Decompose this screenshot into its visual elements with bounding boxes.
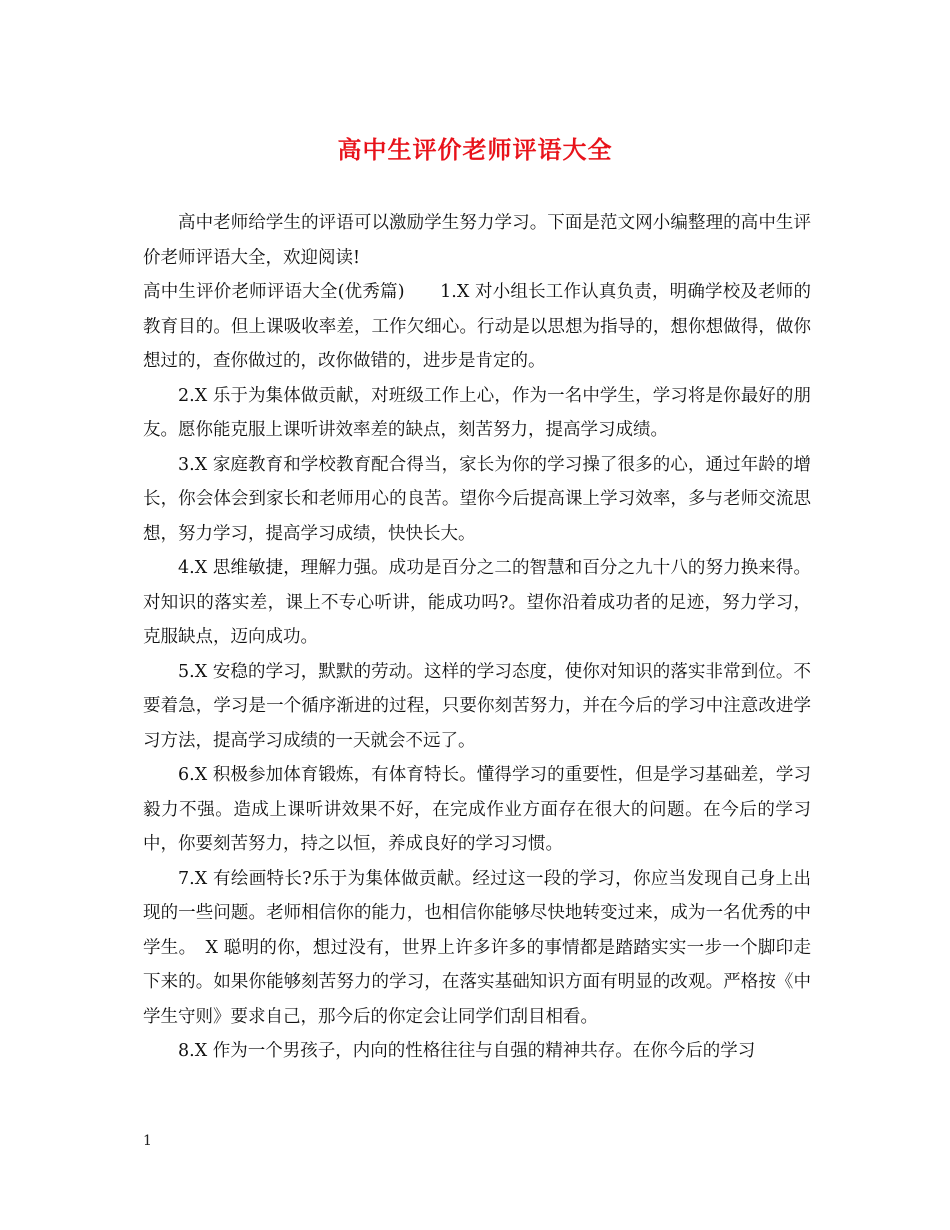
paragraph-8: 8.X 作为一个男孩子，内向的性格往往与自强的精神共存。在你今后的学习 [178,1041,756,1061]
document-title: 高中生评价老师评语大全 [337,135,613,164]
paragraph-intro: 高中老师给学生的评语可以激励学生努力学习。下面是范文网小编整理的高中生评价老师评语大全，欢迎阅读! [143,213,811,268]
paragraph-4: 4.X 思维敏捷，理解力强。成功是百分之二的智慧和百分之九十八的努力换来得。对知识的落实差，课上不专心听讲，能成功吗?。望你沿着成功者的足迹，努力学习，克服缺点，迈向成功。 [143,558,811,647]
paragraph-1: 高中生评价老师评语大全(优秀篇) 1.X 对小组长工作认真负责，明确学校及老师的教育目的。但上课吸收率差，工作欠细心。行动是以思想为指导的，想你想做得，做你想过的，查你做过的，改你做错的，进步是肯定的。 [143,282,811,371]
paragraph-2: 2.X 乐于为集体做贡献，对班级工作上心，作为一名中学生，学习将是你最好的朋友。愿你能克服上课听讲效率差的缺点，刻苦努力，提高学习成绩。 [143,385,811,440]
paragraph-6: 6.X 积极参加体育锻炼，有体育特长。懂得学习的重要性，但是学习基础差，学习毅力不强。造成上课听讲效果不好，在完成作业方面存在很大的问题。在今后的学习中，你要刻苦努力，持之以恒，养成良好的学习习惯。 [143,765,811,854]
paragraph-5: 5.X 安稳的学习，默默的劳动。这样的学习态度，使你对知识的落实非常到位。不要着急，学习是一个循序渐进的过程，只要你刻苦努力，并在今后的学习中注意改进学习方法，提高学习成绩的一天就会不远了。 [143,661,811,751]
paragraph-3: 3.X 家庭教育和学校教育配合得当，家长为你的学习操了很多的心，通过年龄的增长，你会体会到家长和老师用心的良苦。望你今后提高课上学习效率，多与老师交流思想，努力学习，提高学习成绩，快快长大。 [143,454,811,544]
document-body [143,206,811,1069]
page-number: 1 [143,1133,152,1149]
paragraph-7: 7.X 有绘画特长?乐于为集体做贡献。经过这一段的学习，你应当发现自己身上出现的一些问题。老师相信你的能力，也相信你能够尽快地转变过来，成为一名优秀的中学生。 X 聪明的你，想过没有，世界上许多许多的事情都是踏踏实实一步一个脚印走下来的。如果你能够刻苦努力的学习，在落实基础知识方面有明显的改观。严格按《中学生守则》要求自己，那今后的你定会让同学们刮目相看。 [143,868,811,1027]
